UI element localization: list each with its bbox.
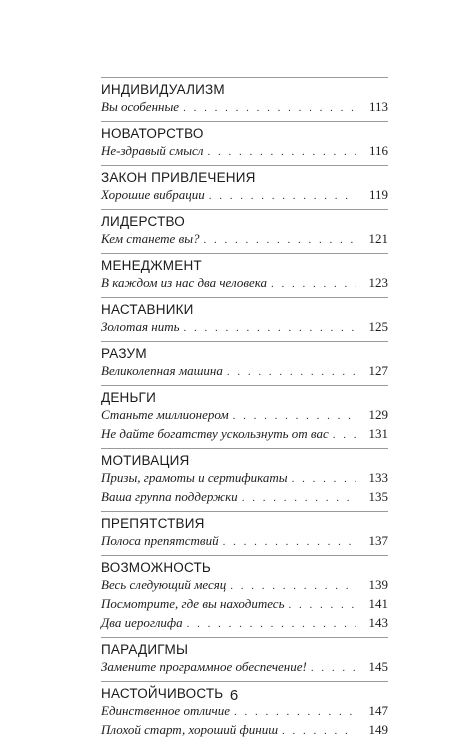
dot-leader: [242, 490, 356, 507]
toc-entry: [101, 658, 388, 677]
entry-page-number: 141: [368, 596, 388, 611]
section-heading: ЛИДЕРСТВО: [101, 214, 185, 229]
toc-section: [101, 511, 388, 555]
entry-title: Ваша группа поддержки: [101, 489, 238, 504]
entry-title: Станьте миллионером: [101, 407, 229, 422]
toc-entry: [101, 702, 388, 721]
dot-leader: [187, 616, 356, 633]
entry-page-number: 137: [368, 533, 388, 548]
entry-title: Весь следующий месяц: [101, 577, 227, 592]
entry-title: Великолепная машина: [101, 363, 223, 378]
section-heading: ПРЕПЯТСТВИЯ: [101, 516, 205, 531]
section-heading: ДЕНЬГИ: [101, 390, 156, 405]
toc-section: [101, 77, 388, 121]
section-heading: ЗАКОН ПРИВЛЕЧЕНИЯ: [101, 170, 256, 185]
section-heading: НАСТОЙЧИВОСТЬ: [101, 686, 224, 701]
page-number: 6: [229, 687, 239, 704]
toc-entry: [101, 274, 388, 293]
toc-section: [101, 253, 388, 297]
dot-leader: [183, 100, 356, 117]
dot-leader: [230, 578, 356, 595]
entry-page-number: 113: [368, 99, 388, 114]
toc-entry: [101, 532, 388, 551]
dot-leader: [234, 704, 356, 721]
dot-leader: [223, 534, 356, 551]
entry-page-number: 125: [368, 319, 388, 334]
entry-title: Вы особенные: [101, 99, 180, 114]
entry-title: Призы, грамоты и сертификаты: [101, 470, 288, 485]
entry-page-number: 149: [368, 722, 388, 737]
entry-title: Кем станете вы?: [101, 231, 200, 246]
dot-leader: [282, 723, 356, 740]
toc-entry: [101, 142, 388, 161]
section-heading: НАСТАВНИКИ: [101, 302, 194, 317]
toc-entry: [101, 595, 388, 614]
entry-title: Плохой старт, хороший финиш: [101, 722, 279, 737]
dot-leader: [333, 427, 356, 444]
entry-page-number: 147: [368, 703, 388, 718]
entry-title: Полоса препятствий: [101, 533, 219, 548]
toc-entry: [101, 576, 388, 595]
section-heading: ПАРАДИГМЫ: [101, 642, 189, 657]
toc-entry: [101, 488, 388, 507]
dot-leader: [209, 188, 356, 205]
entry-page-number: 135: [368, 489, 388, 504]
dot-leader: [292, 471, 356, 488]
section-heading: МЕНЕДЖМЕНТ: [101, 258, 202, 273]
toc-entry: [101, 318, 388, 337]
entry-title: Хорошие вибрации: [101, 187, 205, 202]
dot-leader: [271, 276, 356, 293]
toc-entry: [101, 721, 388, 740]
section-heading: МОТИВАЦИЯ: [101, 453, 190, 468]
dot-leader: [204, 232, 356, 249]
section-heading: РАЗУМ: [101, 346, 147, 361]
entry-title: Золотая нить: [101, 319, 180, 334]
entry-page-number: 116: [368, 143, 388, 158]
entry-page-number: 129: [368, 407, 388, 422]
toc-section: [101, 555, 388, 637]
toc-entry: [101, 98, 388, 117]
entry-page-number: 145: [368, 659, 388, 674]
toc-entry: [101, 406, 388, 425]
toc-entry: [101, 362, 388, 381]
toc-entry: [101, 425, 388, 444]
entry-page-number: 143: [368, 615, 388, 630]
toc-section: [101, 385, 388, 448]
entry-page-number: 133: [368, 470, 388, 485]
entry-title: Не дайте богатству ускользнуть от вас: [101, 426, 329, 441]
toc-entry: [101, 186, 388, 205]
toc-entry: [101, 614, 388, 633]
entry-title: Не-здравый смысл: [101, 143, 204, 158]
toc-section: [101, 341, 388, 385]
dot-leader: [227, 364, 356, 381]
dot-leader: [184, 320, 356, 337]
section-heading: ИНДИВИДУАЛИЗМ: [101, 82, 225, 97]
entry-page-number: 119: [368, 187, 388, 202]
toc-section: [101, 448, 388, 511]
entry-title: Два иероглифа: [101, 615, 183, 630]
entry-title: Замените программное обеспечение!: [101, 659, 307, 674]
toc-entry: [101, 469, 388, 488]
toc-section: [101, 297, 388, 341]
dot-leader: [207, 144, 356, 161]
table-of-contents: [101, 77, 388, 744]
entry-page-number: 127: [368, 363, 388, 378]
toc-entry: [101, 230, 388, 249]
dot-leader: [233, 408, 356, 425]
toc-section: [101, 121, 388, 165]
entry-page-number: 139: [368, 577, 388, 592]
toc-section: [101, 209, 388, 253]
toc-section: [101, 637, 388, 681]
entry-title: В каждом из нас два человека: [101, 275, 267, 290]
entry-page-number: 123: [368, 275, 388, 290]
entry-title: Посмотрите, где вы находитесь: [101, 596, 285, 611]
dot-leader: [311, 660, 356, 677]
entry-page-number: 121: [368, 231, 388, 246]
entry-title: Единственное отличие: [101, 703, 230, 718]
section-heading: НОВАТОРСТВО: [101, 126, 204, 141]
entry-page-number: 131: [368, 426, 388, 441]
dot-leader: [289, 597, 357, 614]
section-heading: ВОЗМОЖНОСТЬ: [101, 560, 211, 575]
toc-section: [101, 165, 388, 209]
